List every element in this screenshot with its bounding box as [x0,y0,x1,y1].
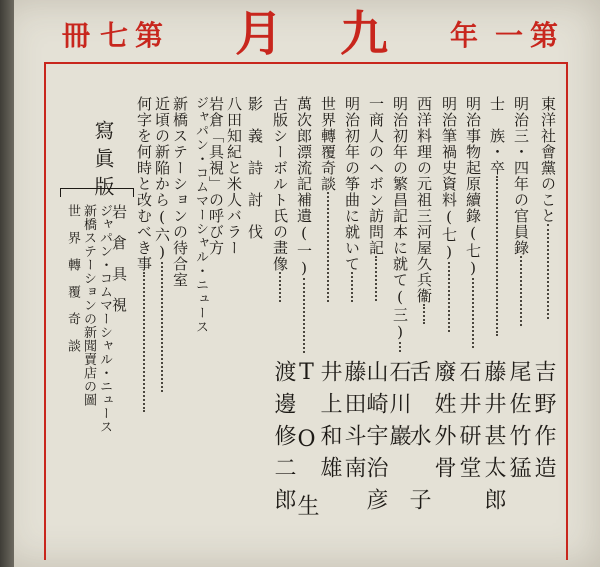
issue-header [40,6,560,62]
contents-entry [318,96,338,302]
entry-title: 古版シーボルト氏の畫像 [271,96,289,272]
leader-dots [472,278,474,348]
leader-dots [161,262,163,392]
leader-dots [547,224,549,319]
header-char: 七 [100,19,129,52]
photo-item: 世 界 轉 覆 奇 談 [65,204,80,353]
leader-dots [327,192,329,302]
header-char: 年 [450,19,479,52]
leader-dots [303,278,305,353]
photo-section-heading: 寫眞版 [91,120,115,204]
contents-entry [134,96,154,412]
entry-author: 藤井甚太郎 [481,360,506,520]
entry-title: 萬次郎漂流記補遺(一) [295,96,313,278]
leader-dots [520,256,522,326]
entry-title: 明治三・四年の官員錄 [512,96,530,256]
contents-entry [511,96,531,326]
leader-dots [351,272,353,302]
contents-entry [170,96,190,288]
entry-title: 何字を何時と改むべき事 [135,96,153,272]
entry-title: 士 族・卒 [488,96,506,176]
entry-author: 山崎宇治彦 [363,360,388,520]
contents-entry [538,96,558,319]
leader-dots [496,176,498,336]
contents-entry [245,96,265,240]
entry-title: 明治初年の筝曲に就いて [343,96,361,272]
contents-entry [342,96,362,302]
entry-title: 一商人のヘボン訪問記 [367,96,385,256]
binding-edge [0,0,14,567]
leader-dots [143,272,145,412]
entry-author: 渡邊修二郎 [271,360,296,520]
header-char: 九 [340,6,389,62]
contents-entry [270,96,290,302]
contents-entry [224,96,244,256]
header-char: 第 [530,19,559,52]
entry-author: 舌 水 子 [406,360,431,520]
contents-entry [463,96,483,348]
contents-entry [294,96,314,353]
entry-title: 東洋社會黨のこと [539,96,557,224]
entry-title: 西洋料理の元祖三河屋久兵衞 [415,96,433,304]
entry-author: 石川巖 [386,360,411,456]
contents-entry [390,96,410,352]
entry-title: 近頃の新陥から(六) [153,96,171,262]
entry-title: 明治初年の繁昌記本に就て(三) [391,96,409,342]
entry-author: 藤田斗南 [341,360,366,488]
entry-title: 影 義 詩 討 伐 [246,96,264,240]
header-char: 一 [495,19,524,52]
entry-author: 吉野作造 [531,360,556,488]
header-char: 第 [135,19,164,52]
entry-title: 世界轉覆奇談 [319,96,337,192]
entry-author: 石井研堂 [456,360,481,488]
leader-dots [448,262,450,332]
entry-author: T O 生 [294,360,319,526]
entry-title: 新橋ステーションの待合室 [171,96,189,288]
entry-title: 明治事物起原續錄(七) [464,96,482,278]
entry-author: 井上和雄 [317,360,342,488]
contents-entry [439,96,459,332]
leader-dots [375,256,377,301]
entry-title: 明治筆禍史資料(七) [440,96,458,262]
leader-dots [279,272,281,302]
contents-entry [188,96,208,334]
entry-title: 八田知紀と米人バラー [225,96,243,256]
header-char: 冊 [62,19,91,52]
contents-entry [487,96,507,336]
leader-dots [399,342,401,352]
contents-entry [414,96,434,324]
contents-entry [206,96,226,256]
leader-dots [423,304,425,324]
contents-entry [366,96,386,301]
photo-bracket [60,188,134,197]
entry-title: 岩倉「具視」の呼び方 [207,96,225,256]
photo-item: 岩 倉 具 視 [110,204,128,313]
entry-author: 尾佐竹猛 [506,360,531,488]
header-char: 月 [235,6,284,62]
photo-item: 新橋ステーションの新聞賣店の圖 [81,204,96,407]
entry-title: ジャパン・コムマーシャル・ニュース [193,96,208,334]
entry-author: 廢姓外骨 [431,360,456,488]
contents-entry [152,96,172,392]
photo-item: ジャパン・コムマーシャル・ニュース [97,204,112,434]
